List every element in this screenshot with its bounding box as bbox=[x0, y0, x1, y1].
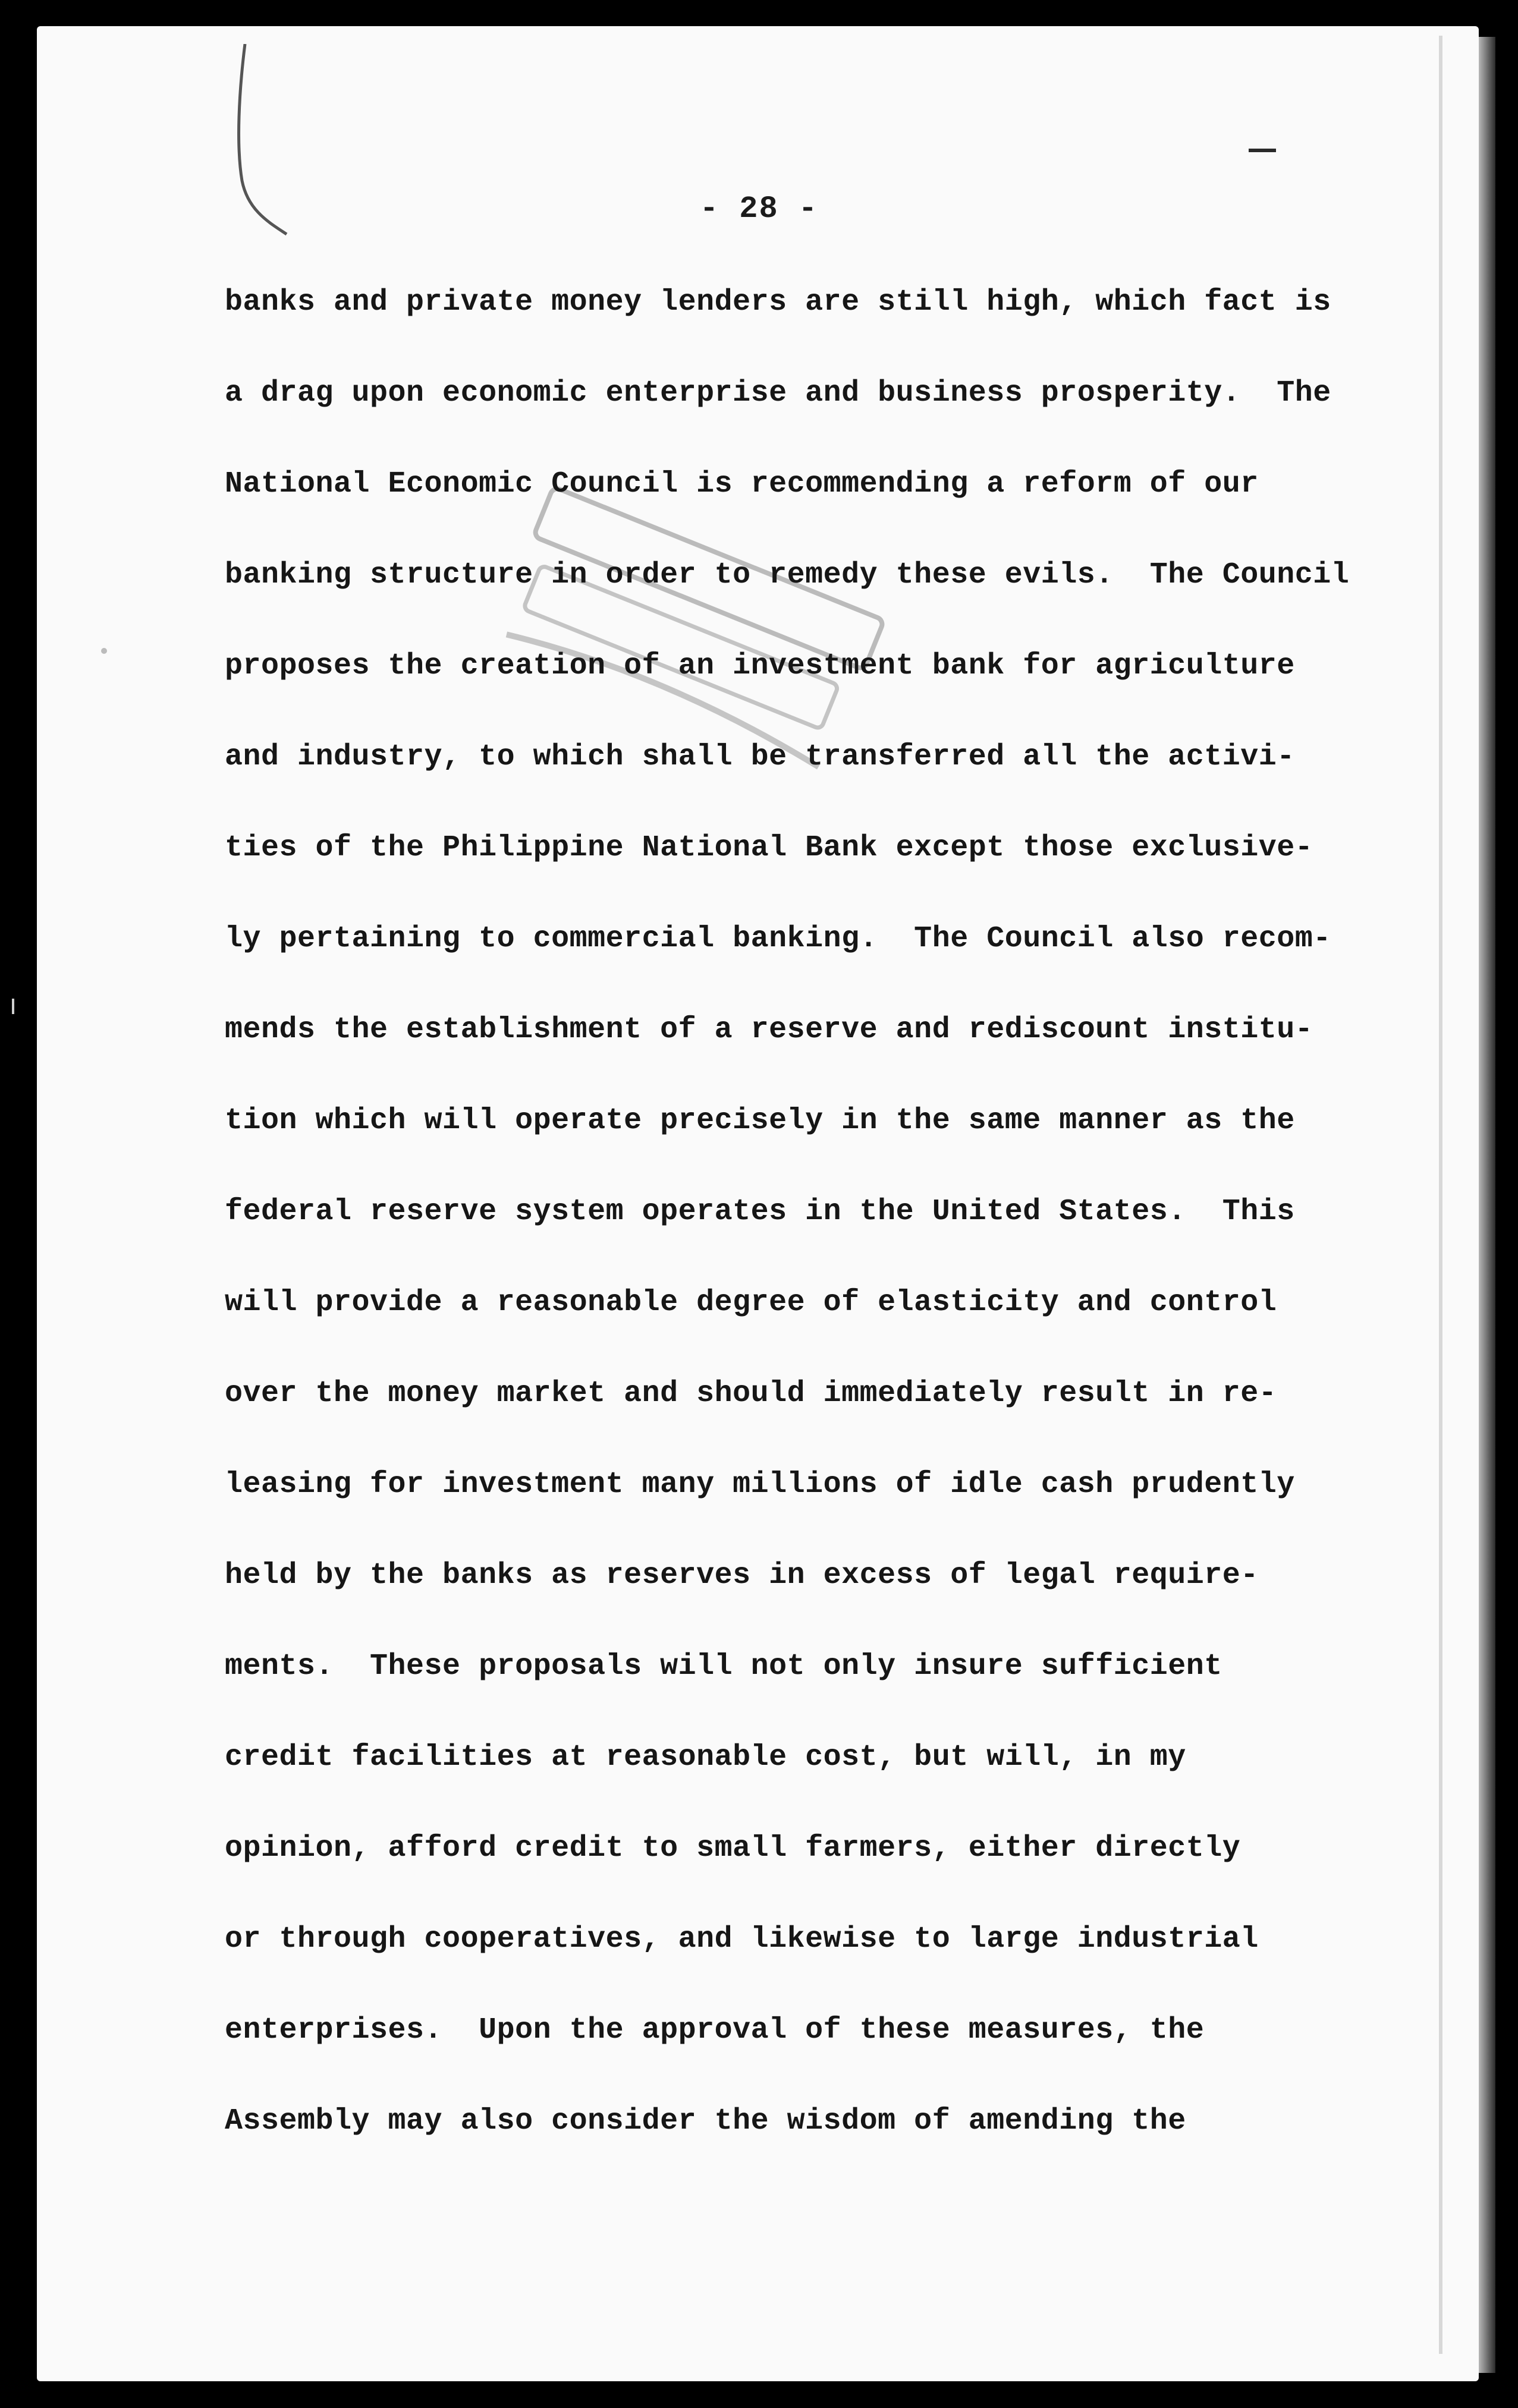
stray-mark bbox=[1249, 149, 1276, 152]
text-line: tion which will operate precisely in the same manner as the bbox=[225, 1104, 1295, 1138]
text-line: ties of the Philippine National Bank except those exclusive- bbox=[225, 831, 1313, 865]
stray-dot bbox=[101, 648, 107, 654]
text-line: banks and private money lenders are still high, which fact is bbox=[225, 285, 1331, 319]
text-line: enterprises. Upon the approval of these measures, the bbox=[225, 2013, 1205, 2047]
text-line: and industry, to which shall be transferred all the activi- bbox=[225, 740, 1295, 774]
page-shadow bbox=[1479, 37, 1495, 2373]
text-line: a drag upon economic enterprise and business prosperity. The bbox=[225, 376, 1331, 410]
text-line: or through cooperatives, and likewise to large industrial bbox=[225, 1922, 1259, 1956]
text-line: leasing for investment many millions of idle cash prudently bbox=[225, 1468, 1295, 1502]
text-line: ly pertaining to commercial banking. The Council also recom- bbox=[225, 922, 1331, 956]
text-line: over the money market and should immediately result in re- bbox=[225, 1377, 1277, 1411]
page-number: - 28 - bbox=[699, 191, 819, 226]
page-edge bbox=[1439, 36, 1442, 2354]
text-line: held by the banks as reserves in excess of legal require- bbox=[225, 1559, 1259, 1592]
text-line: banking structure in order to remedy these evils. The Council bbox=[225, 558, 1350, 592]
text-line: Assembly may also consider the wisdom of amending the bbox=[225, 2104, 1186, 2138]
text-line: National Economic Council is recommending a reform of our bbox=[225, 467, 1259, 501]
text-line: opinion, afford credit to small farmers, either directly bbox=[225, 1831, 1241, 1865]
text-line: federal reserve system operates in the United States. This bbox=[225, 1195, 1295, 1229]
stray-mark bbox=[12, 999, 14, 1014]
text-line: will provide a reasonable degree of elasticity and control bbox=[225, 1286, 1277, 1320]
text-line: proposes the creation of an investment bank for agriculture bbox=[225, 649, 1295, 683]
text-line: ments. These proposals will not only insure sufficient bbox=[225, 1650, 1222, 1683]
text-line: mends the establishment of a reserve and rediscount institu- bbox=[225, 1013, 1313, 1047]
text-line: credit facilities at reasonable cost, but will, in my bbox=[225, 1740, 1186, 1774]
